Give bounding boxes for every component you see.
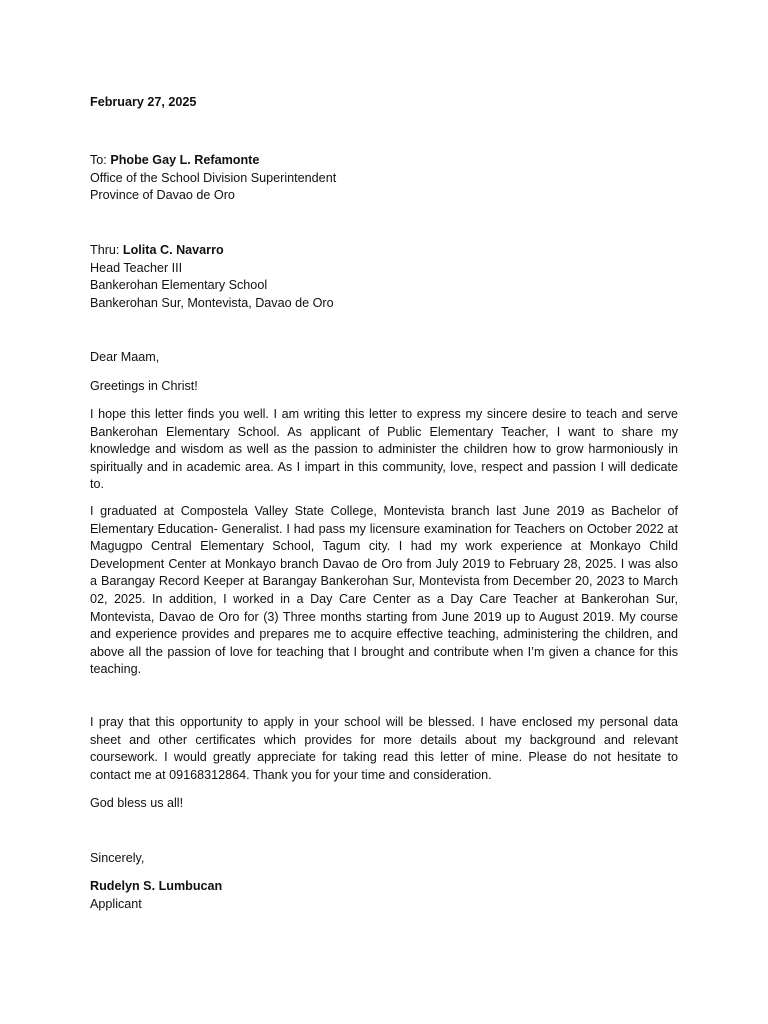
thru-school: Bankerohan Elementary School (90, 278, 268, 293)
thru-name: Lolita C. Navarro (122, 243, 224, 257)
closing: Sincerely, (90, 851, 145, 865)
thru-position: Head Teacher III (90, 260, 183, 275)
salutation: Dear Maam, (90, 350, 160, 364)
paragraph-experience: I graduated at Compostela Valley State College, Montevista branch last June 2019 as Bachelor of Elementary Education- Generalist. I had pass my licensure examination for Teachers on October 2022 at Magugpo Central Elementary School, Tagum city. I had my work experience at Monkayo Child Development Center at Monkayo branch Davao de Oro from July 2019 to February 28, 2025. I was also a Barangay Record Keeper at Barangay Bankerohan Sur, Montevista from December 20, 2023 to March 02, 2025. In addition, I worked in a Day Care Center as a Day Care Teacher at Bankerohan Sur, Montevista, Davao de Oro for (3) Three months starting from June 2019 up to August 2019. My course and experience provides and prepares me to acquire effective teaching, administering the children, and above all the passion of love for teaching that I brought and contribute when I’m given a chance for this teaching. (90, 504, 678, 677)
thru-line (90, 242, 678, 260)
recipient-line (90, 152, 678, 170)
paragraph-closing: I pray that this opportunity to apply in your school will be blessed. I have enclosed my personal data sheet and other certificates which provides for more details about my background and relevant coursework. I would greatly appreciate for taking read this letter of mine. Please do not hesitate to contact me at 09168312864. Thank you for your time and consideration. (90, 715, 678, 782)
signer-name: Rudelyn S. Lumbucan (90, 879, 223, 893)
recipient-name: Phobe Gay L. Refamonte (110, 153, 260, 167)
recipient-block (90, 152, 678, 205)
recipient-office: Office of the School Division Superintendent (90, 170, 337, 185)
thru-address: Bankerohan Sur, Montevista, Davao de Oro (90, 295, 334, 310)
recipient-prefix: To: (90, 153, 111, 167)
blessing: God bless us all! (90, 796, 184, 810)
signer-title: Applicant (90, 896, 142, 911)
thru-block (90, 242, 678, 312)
thru-prefix: Thru: (90, 243, 123, 257)
letter-date: February 27, 2025 (90, 95, 197, 109)
paragraph-intro: I hope this letter finds you well. I am writing this letter to express my sincere desire to teach and serve Bankerohan Elementary School. As applicant of Public Elementary Teacher, I want to share my knowledge and wisdom as well as the passion to administer the children how to grow harmoniously in spiritually and in academic area. As I impart in this community, love, respect and passion I will dedicate to. (90, 407, 678, 492)
signature-block (90, 878, 678, 913)
recipient-province: Province of Davao de Oro (90, 188, 235, 203)
greeting: Greetings in Christ! (90, 379, 198, 393)
